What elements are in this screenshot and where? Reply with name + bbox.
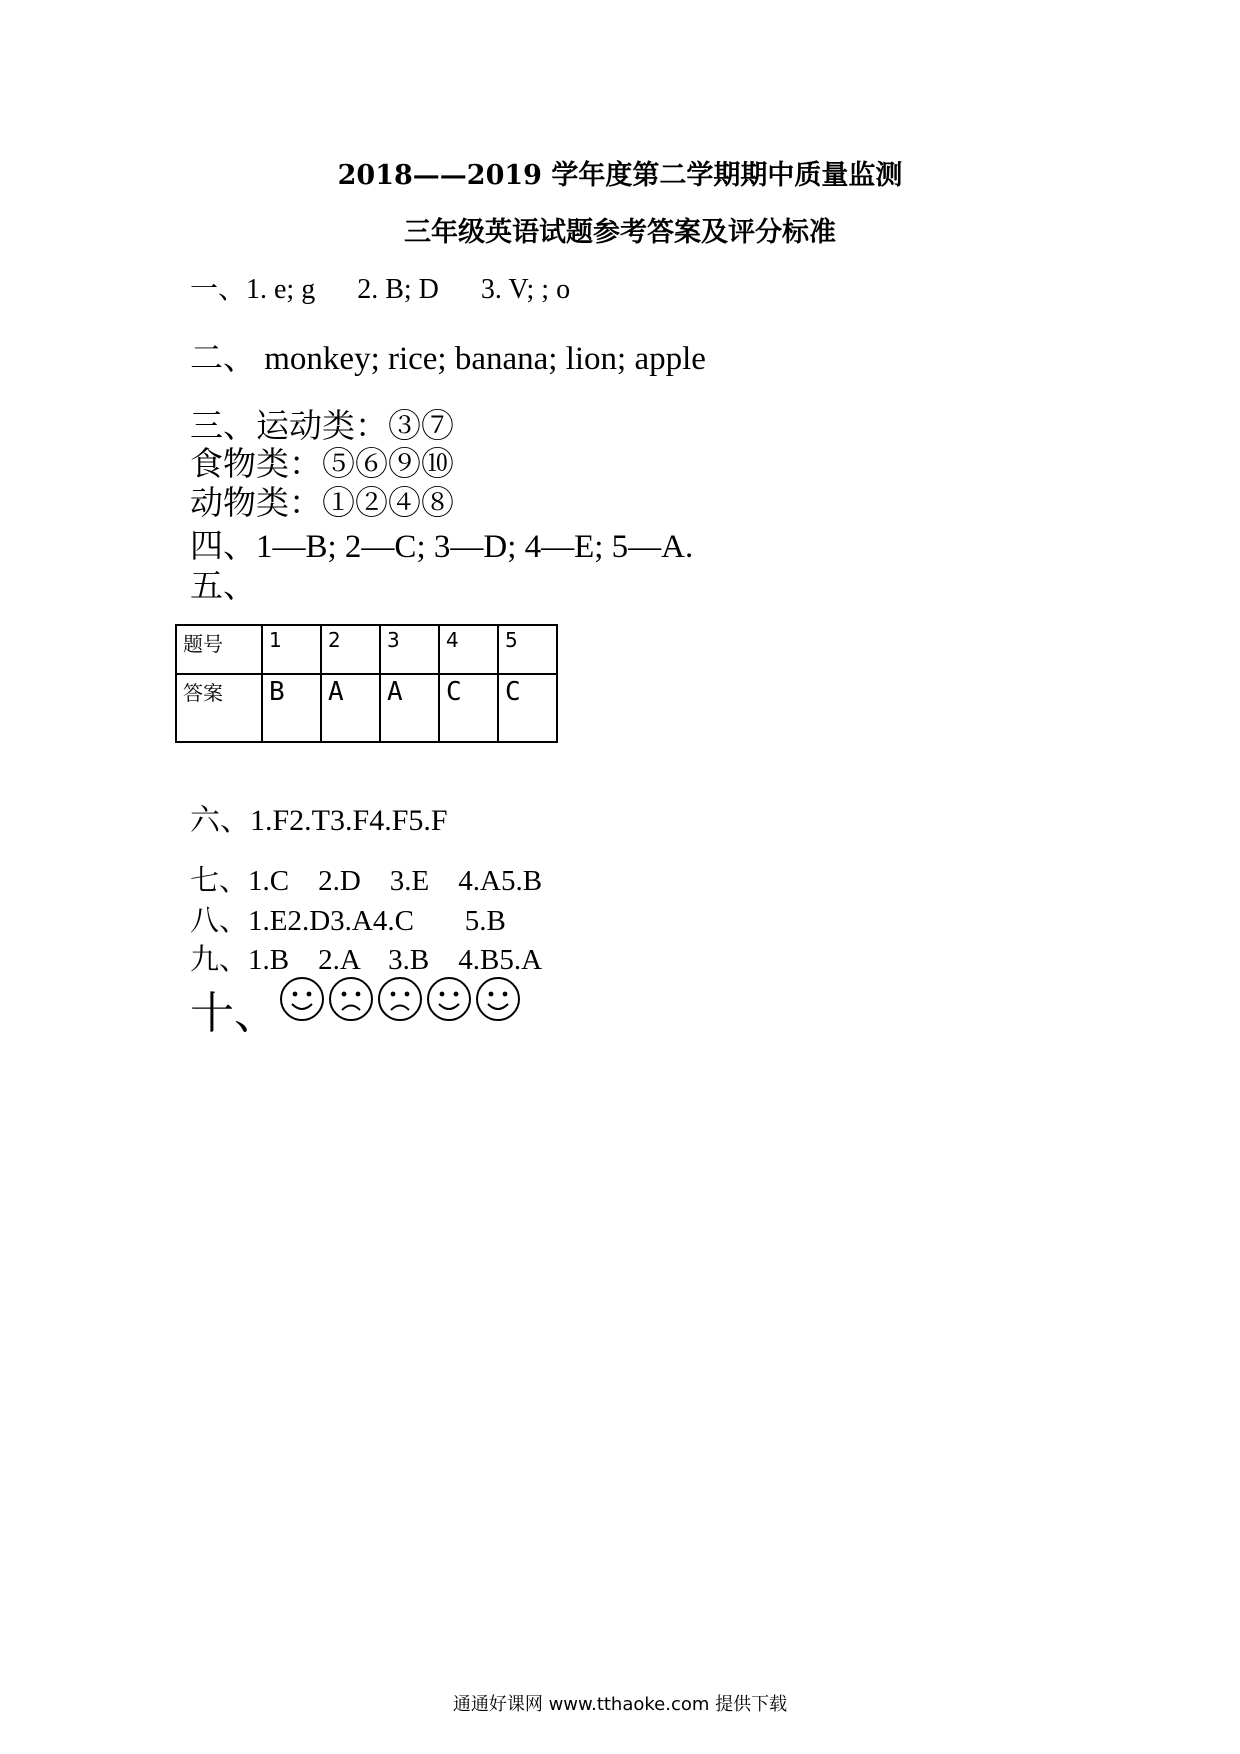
doc-title: 2018——2019 学年度第二学期期中质量监测 [337, 160, 903, 191]
table-cell-answer: C [498, 674, 557, 742]
sad-face-icon [379, 978, 421, 1020]
smiley-face-icon [477, 978, 519, 1020]
table-cell-answer: B [262, 674, 321, 742]
answer-section-10-label: 十、 [190, 989, 278, 1038]
face-answers [278, 974, 538, 1024]
answer-section-4: 四、1—B; 2—C; 3—D; 4—E; 5—A. [190, 529, 694, 565]
table-cell-number: 4 [439, 625, 498, 674]
answer-table [175, 624, 558, 743]
table-cell-number: 1 [262, 625, 321, 674]
doc-subtitle: 三年级英语试题参考答案及评分标准 [404, 217, 836, 248]
smiley-face-icon [281, 978, 323, 1020]
table-row-header: 题号 [176, 625, 262, 674]
table-cell-number: 2 [321, 625, 380, 674]
sad-face-icon [330, 978, 372, 1020]
table-cell-answer: A [321, 674, 380, 742]
answer-section-8: 八、1.E2.D3.A4.C 5.B [190, 905, 506, 937]
answer-section-3-sports: 三、运动类：③⑦ [190, 409, 454, 445]
answer-section-9: 九、1.B 2.A 3.B 4.B5.A [190, 944, 543, 976]
answer-section-5-label: 五、 [190, 569, 256, 605]
table-row [176, 674, 557, 742]
table-row-header: 答案 [176, 674, 262, 742]
answer-section-7: 七、1.C 2.D 3.E 4.A5.B [190, 865, 543, 897]
table-cell-answer: C [439, 674, 498, 742]
answer-section-3-animals: 动物类：①②④⑧ [190, 486, 454, 522]
footer-note: 通通好课网 www.tthaoke.com 提供下载 [452, 1694, 788, 1715]
table-cell-number: 5 [498, 625, 557, 674]
table-cell-answer: A [380, 674, 439, 742]
smiley-face-icon [428, 978, 470, 1020]
answer-section-6: 六、1.F2.T3.F4.F5.F [190, 804, 448, 837]
table-row [176, 625, 557, 674]
answer-section-1: 一、1. e; g 2. B; D 3. V; ; o [190, 274, 571, 305]
answer-section-2: 二、 monkey; rice; banana; lion; apple [190, 341, 706, 377]
answer-section-3-food: 食物类：⑤⑥⑨⑩ [190, 447, 454, 483]
table-cell-number: 3 [380, 625, 439, 674]
